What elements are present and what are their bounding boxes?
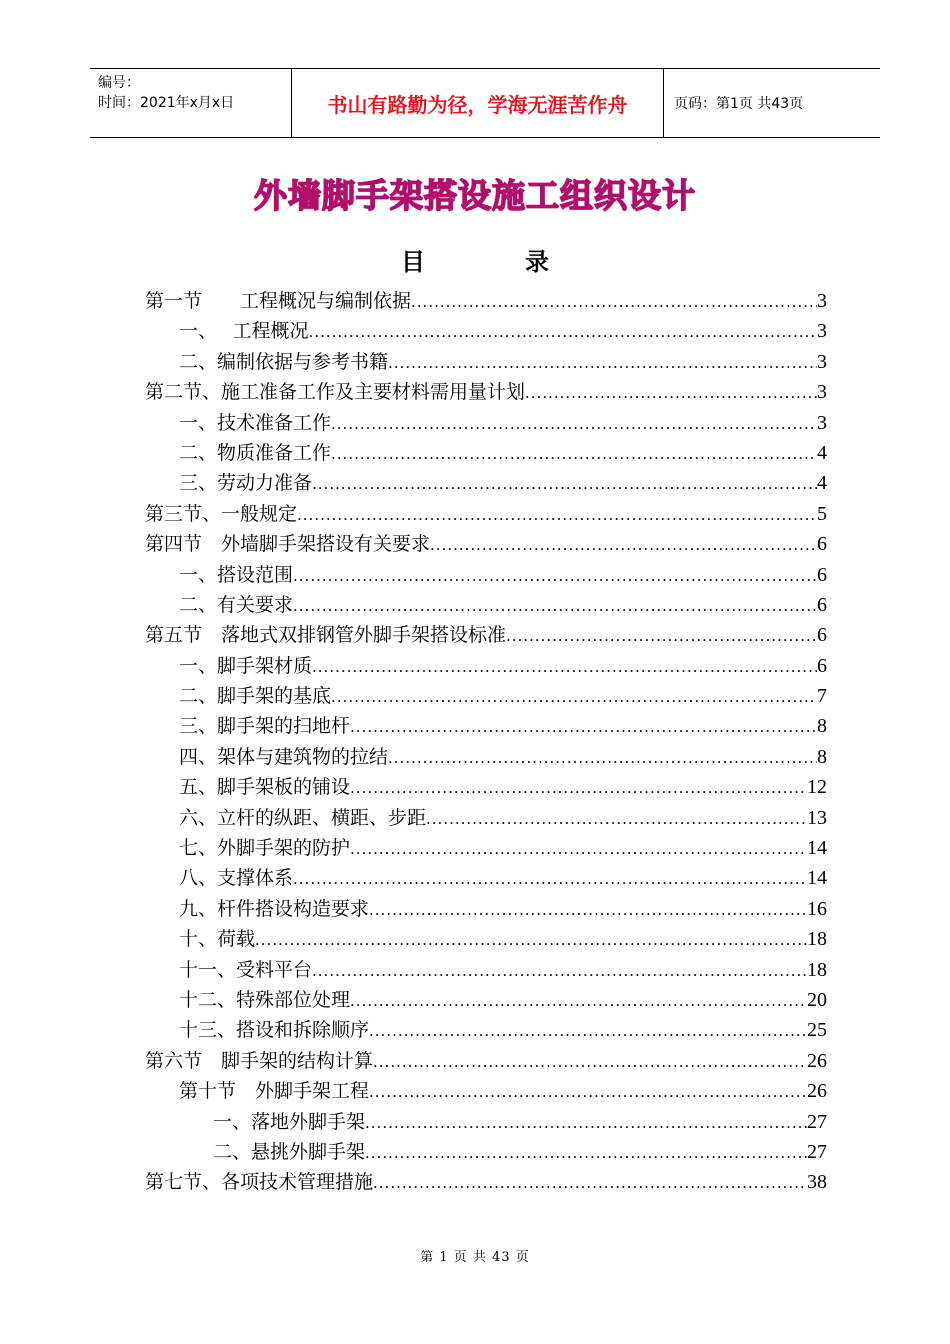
toc-entry-title: 十、荷载: [179, 928, 256, 951]
document-title: 外墙脚手架搭设施工组织设计: [254, 176, 696, 215]
header-motto: 书山有路勤为径，学海无涯苦作舟: [292, 69, 664, 137]
toc-entry-page: 3: [817, 320, 827, 343]
toc-entry-page: 38: [807, 1171, 827, 1194]
toc-entry[interactable]: [145, 347, 827, 377]
toc-entry-title: 第六节 脚手架的结构计算: [145, 1049, 374, 1072]
toc-entry-page: 16: [807, 897, 827, 920]
toc-leader-dots: [293, 864, 807, 894]
toc-entry[interactable]: [145, 1107, 827, 1137]
toc-entry-page: 12: [807, 776, 827, 799]
toc-leader-dots: [293, 561, 817, 591]
toc-entry-page: 14: [807, 837, 827, 860]
toc-entry-title: 一、 工程概况: [179, 320, 309, 343]
toc-entry-title: 十二、特殊部位处理: [179, 988, 351, 1011]
toc-leader-dots: [365, 1138, 807, 1168]
toc-entry-title: 二、物质准备工作: [179, 441, 332, 464]
toc-entry-page: 26: [807, 1049, 827, 1072]
toc-entry-title: 十一、受料平台: [179, 958, 313, 981]
toc-leader-dots: [388, 348, 817, 378]
header-page-info: 页码：第1页 共43页: [674, 96, 804, 112]
toc-entry[interactable]: [145, 529, 827, 559]
toc-leader-dots: [312, 956, 807, 986]
toc-entry-page: 7: [817, 685, 827, 708]
toc-leader-dots: [411, 287, 817, 317]
toc-leader-dots: [373, 1047, 807, 1077]
toc-entry-title: 第四节 外墙脚手架搭设有关要求: [145, 533, 431, 556]
toc-entry-page: 18: [807, 928, 827, 951]
toc-entry[interactable]: [145, 894, 827, 924]
toc-leader-dots: [331, 682, 817, 712]
toc-entry-title: 八、支撑体系: [179, 867, 294, 890]
toc-entry-title: 一、落地外脚手架: [213, 1110, 366, 1133]
toc-leader-dots: [331, 409, 817, 439]
document-header: [90, 68, 880, 138]
toc-leader-dots: [350, 834, 807, 864]
toc-entry[interactable]: [145, 468, 827, 498]
toc-entry-page: 3: [817, 350, 827, 373]
toc-entry-page: 13: [807, 806, 827, 829]
toc-leader-dots: [312, 652, 817, 682]
toc-entry[interactable]: [145, 1167, 827, 1197]
toc-leader-dots: [350, 712, 817, 742]
toc-entry-page: 6: [817, 533, 827, 556]
toc-entry-page: 6: [817, 563, 827, 586]
toc-entry[interactable]: [145, 1137, 827, 1167]
toc-entry-page: 3: [817, 381, 827, 404]
toc-leader-dots: [309, 317, 817, 347]
toc-entry[interactable]: [145, 955, 827, 985]
toc-entry[interactable]: [145, 985, 827, 1015]
toc-entry-page: 14: [807, 867, 827, 890]
toc-entry-title: 第二节、施工准备工作及主要材料需用量计划: [145, 381, 526, 404]
toc-entry-page: 4: [817, 441, 827, 464]
toc-entry-title: 第一节 工程概况与编制依据: [145, 290, 412, 312]
toc-entry-title: 二、悬挑外脚手架: [213, 1140, 366, 1163]
toc-entry-page: 26: [807, 1080, 827, 1103]
toc-entry-title: 二、脚手架的基底: [179, 685, 332, 708]
toc-entry-title: 第五节 落地式双排钢管外脚手架搭设标准: [145, 624, 507, 647]
toc-entry-page: 27: [807, 1140, 827, 1163]
toc-entry-page: 20: [807, 988, 827, 1011]
toc-leader-dots: [350, 773, 807, 803]
toc-entry[interactable]: [145, 833, 827, 863]
toc-entry[interactable]: [145, 408, 827, 438]
toc-entry[interactable]: [145, 1015, 827, 1045]
toc-leader-dots: [312, 469, 817, 499]
toc-leader-dots: [506, 621, 817, 651]
toc-entry-page: 18: [807, 958, 827, 981]
toc-leader-dots: [293, 591, 817, 621]
number-label: 编号：: [98, 75, 140, 91]
toc-leader-dots: [525, 378, 817, 408]
toc-entry[interactable]: [145, 286, 827, 316]
toc-entry-page: 4: [817, 472, 827, 495]
toc-entry-title: 十三、搭设和拆除顺序: [179, 1019, 370, 1042]
toc-leader-dots: [430, 530, 817, 560]
toc-leader-dots: [297, 500, 817, 530]
toc-entry-page: 6: [817, 593, 827, 616]
toc-entry-title: 第七节、各项技术管理措施: [145, 1171, 374, 1194]
toc-leader-dots: [365, 1108, 807, 1138]
toc-leader-dots: [331, 439, 817, 469]
toc-entry[interactable]: [145, 772, 827, 802]
toc-leader-dots: [369, 1016, 807, 1046]
toc-entry-title: 六、立杆的纵距、横距、步距: [179, 806, 427, 829]
toc-entry-title: 二、有关要求: [179, 593, 294, 616]
toc-heading-right: 录: [525, 248, 549, 276]
toc-entry-page: 6: [817, 624, 827, 647]
toc-entry-title: 九、杆件搭设构造要求: [179, 897, 370, 920]
toc-entry-title: 三、劳动力准备: [179, 472, 313, 495]
toc-leader-dots: [369, 895, 807, 925]
toc-entry-title: 四、架体与建筑物的拉结: [179, 745, 389, 768]
toc-entry[interactable]: [145, 590, 827, 620]
time-label: 时间：2021年x月x日: [98, 95, 235, 111]
toc-heading-left: 目: [401, 248, 425, 276]
toc-entry-page: 6: [817, 654, 827, 677]
toc-entry[interactable]: [145, 924, 827, 954]
toc-entry-title: 一、脚手架材质: [179, 654, 313, 677]
toc-leader-dots: [373, 1168, 807, 1198]
toc-entry-page: 3: [817, 411, 827, 434]
toc-entry[interactable]: [145, 803, 827, 833]
toc-leader-dots: [350, 986, 807, 1016]
toc-entry-page: 5: [817, 502, 827, 525]
toc-entry[interactable]: [145, 651, 827, 681]
toc-entry[interactable]: [145, 742, 827, 772]
toc-entry[interactable]: [145, 711, 827, 741]
toc-entry-page: 25: [807, 1019, 827, 1042]
toc-heading: [0, 242, 950, 277]
toc-entry-title: 第十节 外脚手架工程: [179, 1080, 370, 1103]
toc-leader-dots: [369, 1077, 807, 1107]
toc-entry-title: 第三节、一般规定: [145, 502, 298, 525]
toc-leader-dots: [426, 804, 807, 834]
toc-entry-title: 二、编制依据与参考书籍: [179, 350, 389, 373]
toc-entry[interactable]: [145, 620, 827, 650]
toc-entry-title: 一、搭设范围: [179, 563, 294, 586]
toc-entry[interactable]: [145, 316, 827, 346]
toc-entry-title: 五、脚手架板的铺设: [179, 776, 351, 799]
toc-entry[interactable]: [145, 863, 827, 893]
toc-leader-dots: [388, 743, 817, 773]
header-meta: [90, 69, 292, 137]
toc-entry[interactable]: [145, 681, 827, 711]
toc-entry[interactable]: [145, 1046, 827, 1076]
toc-entry[interactable]: [145, 499, 827, 529]
toc-entry-page: 8: [817, 745, 827, 768]
toc-entry-page: 3: [817, 290, 827, 312]
table-of-contents: [145, 286, 827, 1198]
toc-entry[interactable]: [145, 560, 827, 590]
toc-entry-title: 三、脚手架的扫地杆: [179, 715, 351, 738]
toc-entry[interactable]: [145, 377, 827, 407]
toc-entry-page: 8: [817, 715, 827, 738]
toc-entry[interactable]: [145, 1076, 827, 1106]
toc-leader-dots: [255, 925, 807, 955]
toc-entry-title: 一、技术准备工作: [179, 411, 332, 434]
toc-entry-page: 27: [807, 1110, 827, 1133]
toc-entry[interactable]: [145, 438, 827, 468]
page-footer: 第 1 页 共 43 页: [420, 1250, 530, 1265]
toc-entry-title: 七、外脚手架的防护: [179, 837, 351, 860]
